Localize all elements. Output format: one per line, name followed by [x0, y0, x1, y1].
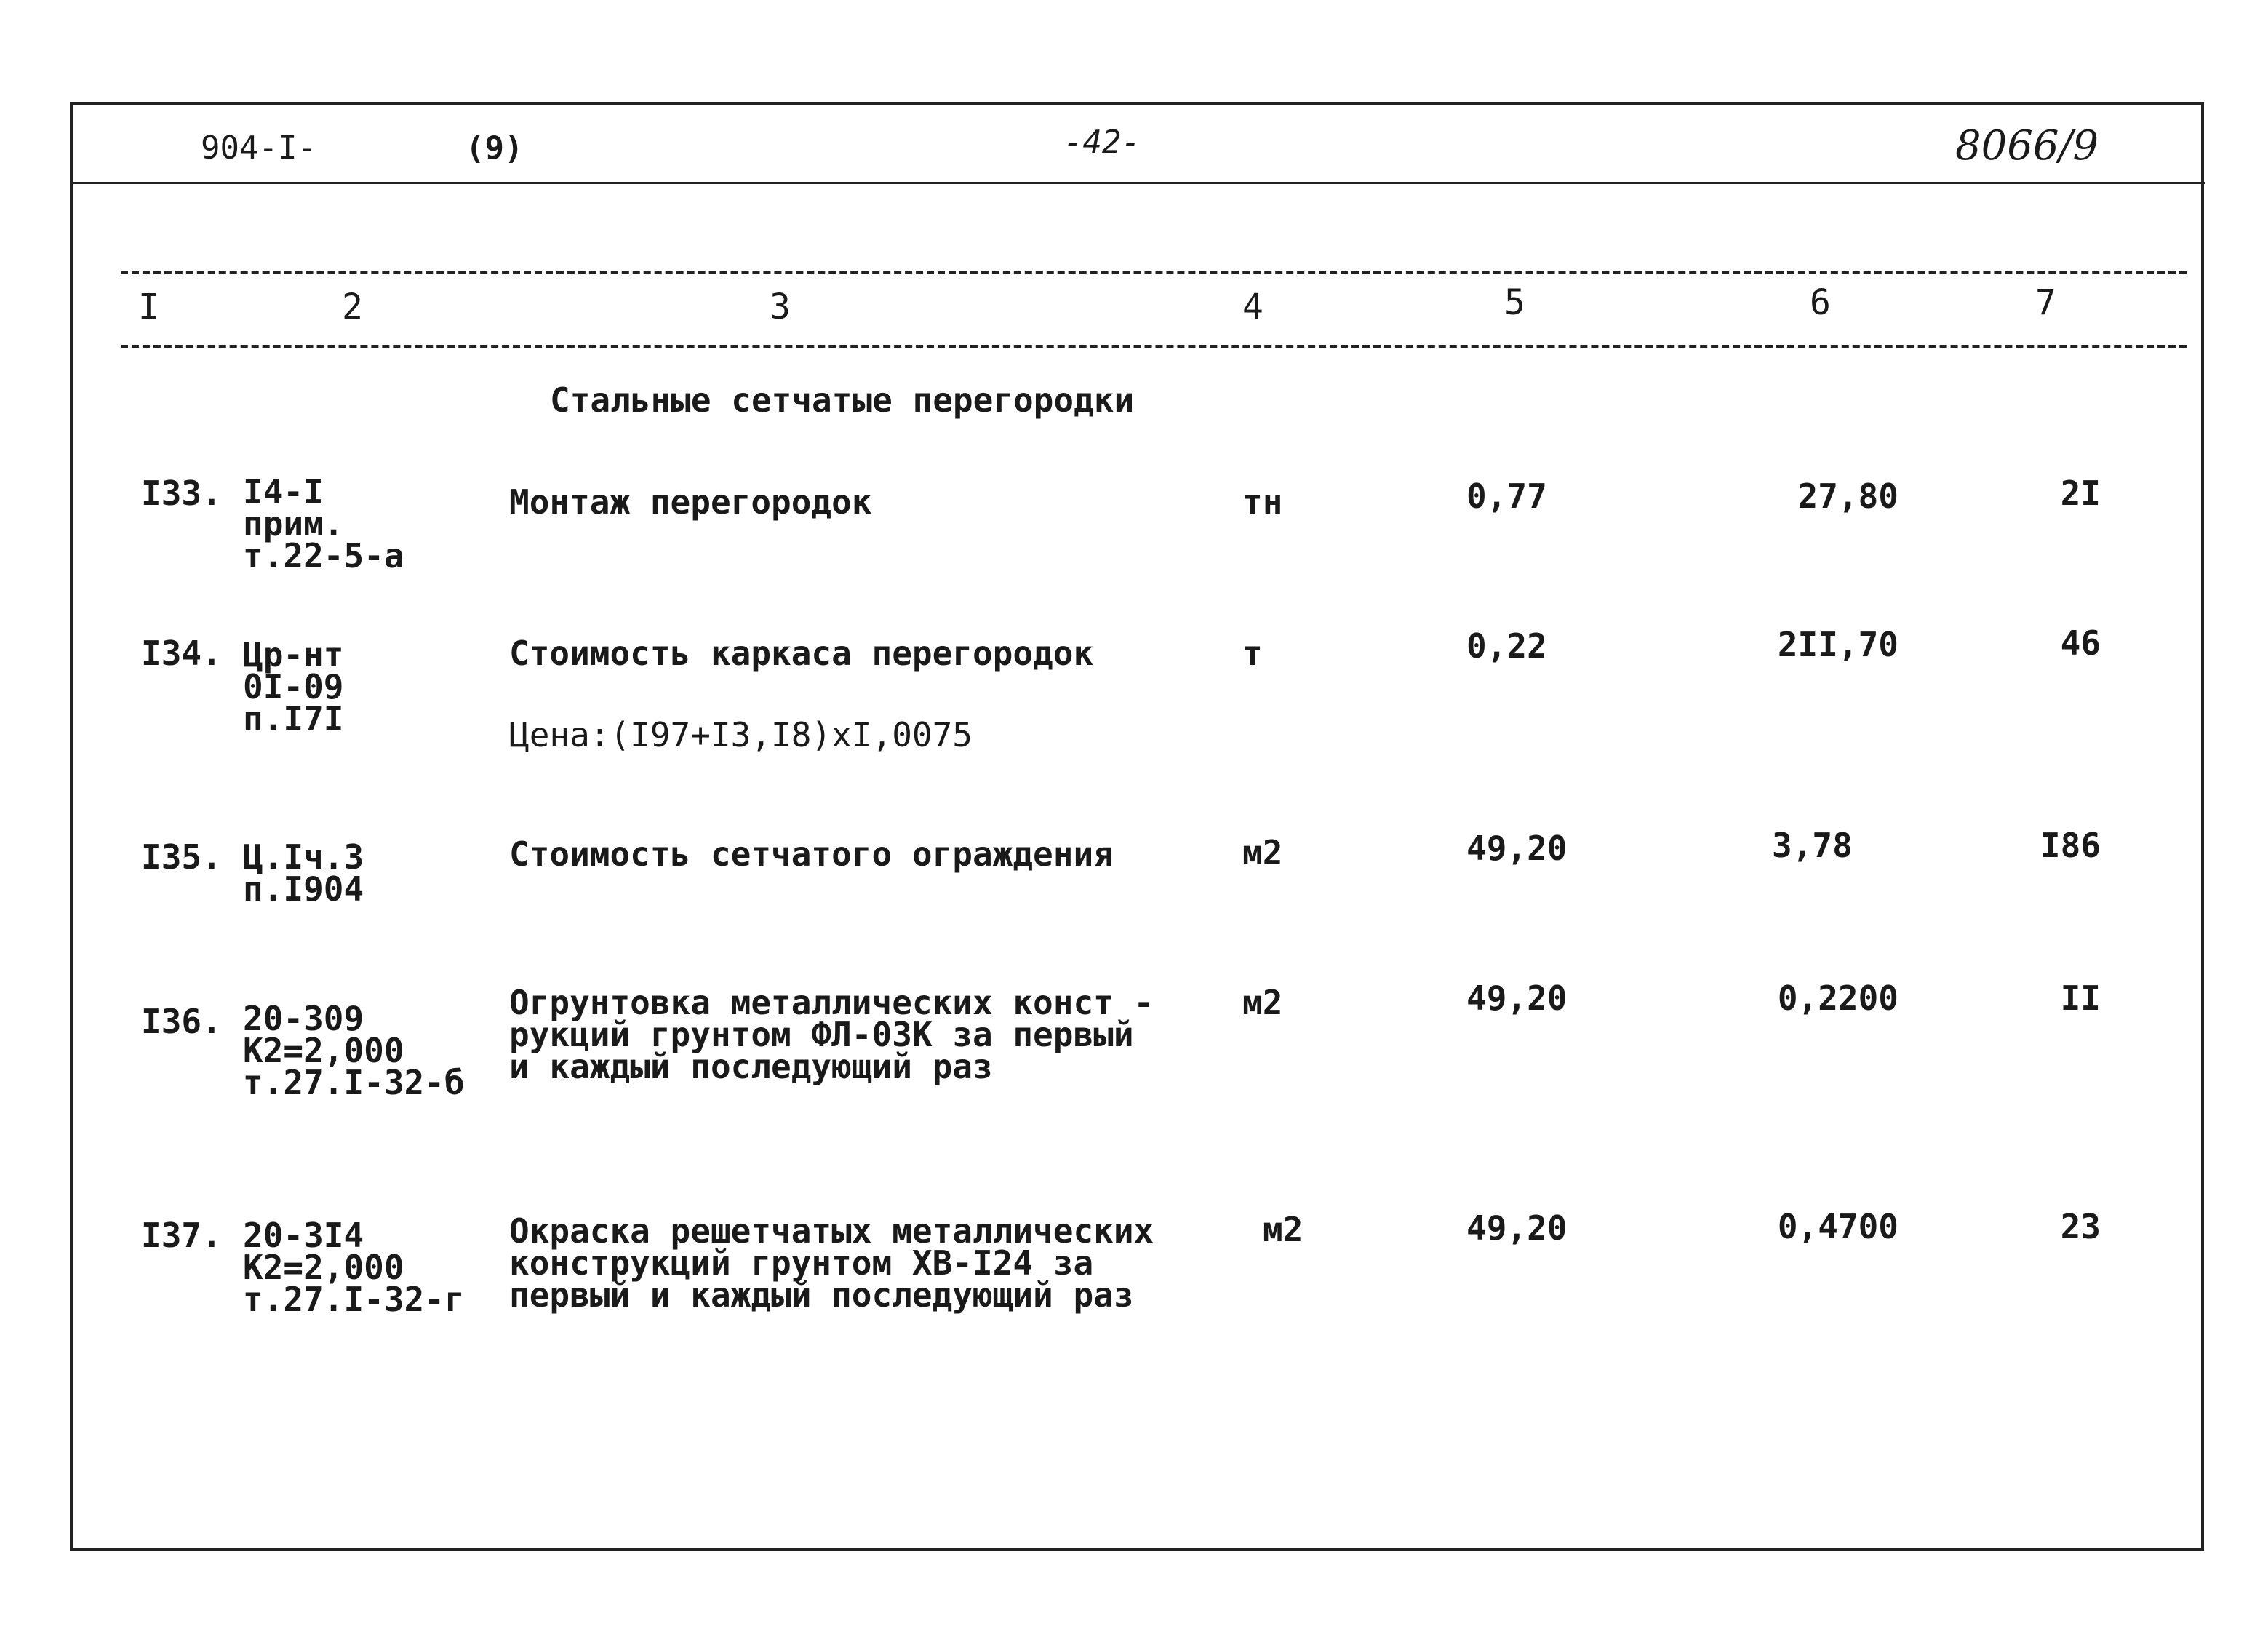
price-formula: Цена:(I97+I3,I8)xI,0075	[509, 715, 973, 754]
frame-bottom-border	[70, 1548, 2204, 1551]
frame-top-border	[70, 102, 2204, 105]
frame-left-border	[70, 102, 73, 1550]
work-name: Окраска решетчатых металлических конструкций грунтом ХВ-I24 за первый и каждый последующий раз	[509, 1211, 1154, 1315]
total-cost: I86	[2040, 826, 2101, 865]
unit-price: 2II,70	[1777, 625, 1898, 664]
unit: т	[1242, 634, 1263, 673]
total-cost: II	[2060, 979, 2101, 1018]
issue-number: (9)	[466, 129, 524, 167]
section-title: Стальные сетчатые перегородки	[550, 380, 1135, 420]
column-number-4: 4	[1242, 287, 1263, 327]
unit-price: 0,2200	[1777, 979, 1898, 1018]
norm-code: 20-3I4 К2=2,000 т.27.I-32-г	[243, 1216, 465, 1319]
total-cost: 23	[2060, 1207, 2101, 1246]
row-number: I33.	[141, 474, 222, 513]
total-cost: 2I	[2060, 474, 2101, 513]
work-name: Огрунтовка металлических конст - рукций грунтом ФЛ-03К за первый и каждый последующий раз	[509, 983, 1154, 1086]
unit-price: 3,78	[1772, 826, 1853, 865]
unit-price: 27,80	[1797, 477, 1898, 516]
quantity: 49,20	[1466, 1208, 1568, 1248]
row-number: I34.	[141, 634, 222, 673]
column-number-3: 3	[770, 287, 791, 327]
inventory-number: 8066/9	[1955, 122, 2099, 170]
row-number: I35.	[141, 837, 222, 877]
column-header-bottom-rule	[121, 345, 2187, 348]
unit-price: 0,4700	[1777, 1207, 1898, 1246]
norm-code: I4-I прим. т.22-5-а	[243, 472, 404, 575]
column-number-6: 6	[1810, 282, 1831, 323]
page-number: -42-	[1063, 124, 1141, 161]
quantity: 49,20	[1466, 829, 1568, 868]
row-number: I37.	[141, 1216, 222, 1255]
work-name: Стоимость каркаса перегородок	[509, 634, 1094, 673]
quantity: 49,20	[1466, 979, 1568, 1018]
column-header-top-rule	[121, 271, 2187, 274]
header-divider	[70, 182, 2205, 184]
norm-code: 20-309 К2=2,000 т.27.I-32-б	[243, 999, 465, 1102]
column-number-7: 7	[2035, 282, 2056, 323]
row-number: I36.	[141, 1002, 222, 1041]
unit: м2	[1242, 833, 1283, 872]
column-number-1: I	[138, 287, 159, 327]
column-number-5: 5	[1504, 282, 1525, 323]
quantity: 0,77	[1466, 477, 1547, 516]
work-name: Монтаж перегородок	[509, 482, 872, 522]
norm-code: Цр-нт 0I-09 п.I7I	[243, 635, 344, 738]
norm-code: Ц.Iч.3 п.I904	[243, 837, 364, 909]
unit: м2	[1263, 1210, 1303, 1249]
unit: тн	[1242, 482, 1283, 522]
column-number-2: 2	[342, 287, 363, 327]
series-code: 904-I-	[201, 129, 316, 167]
unit: м2	[1242, 983, 1283, 1022]
work-name: Стоимость сетчатого ограждения	[509, 834, 1114, 874]
total-cost: 46	[2060, 623, 2101, 663]
frame-right-border	[2201, 102, 2204, 1550]
quantity: 0,22	[1466, 626, 1547, 666]
